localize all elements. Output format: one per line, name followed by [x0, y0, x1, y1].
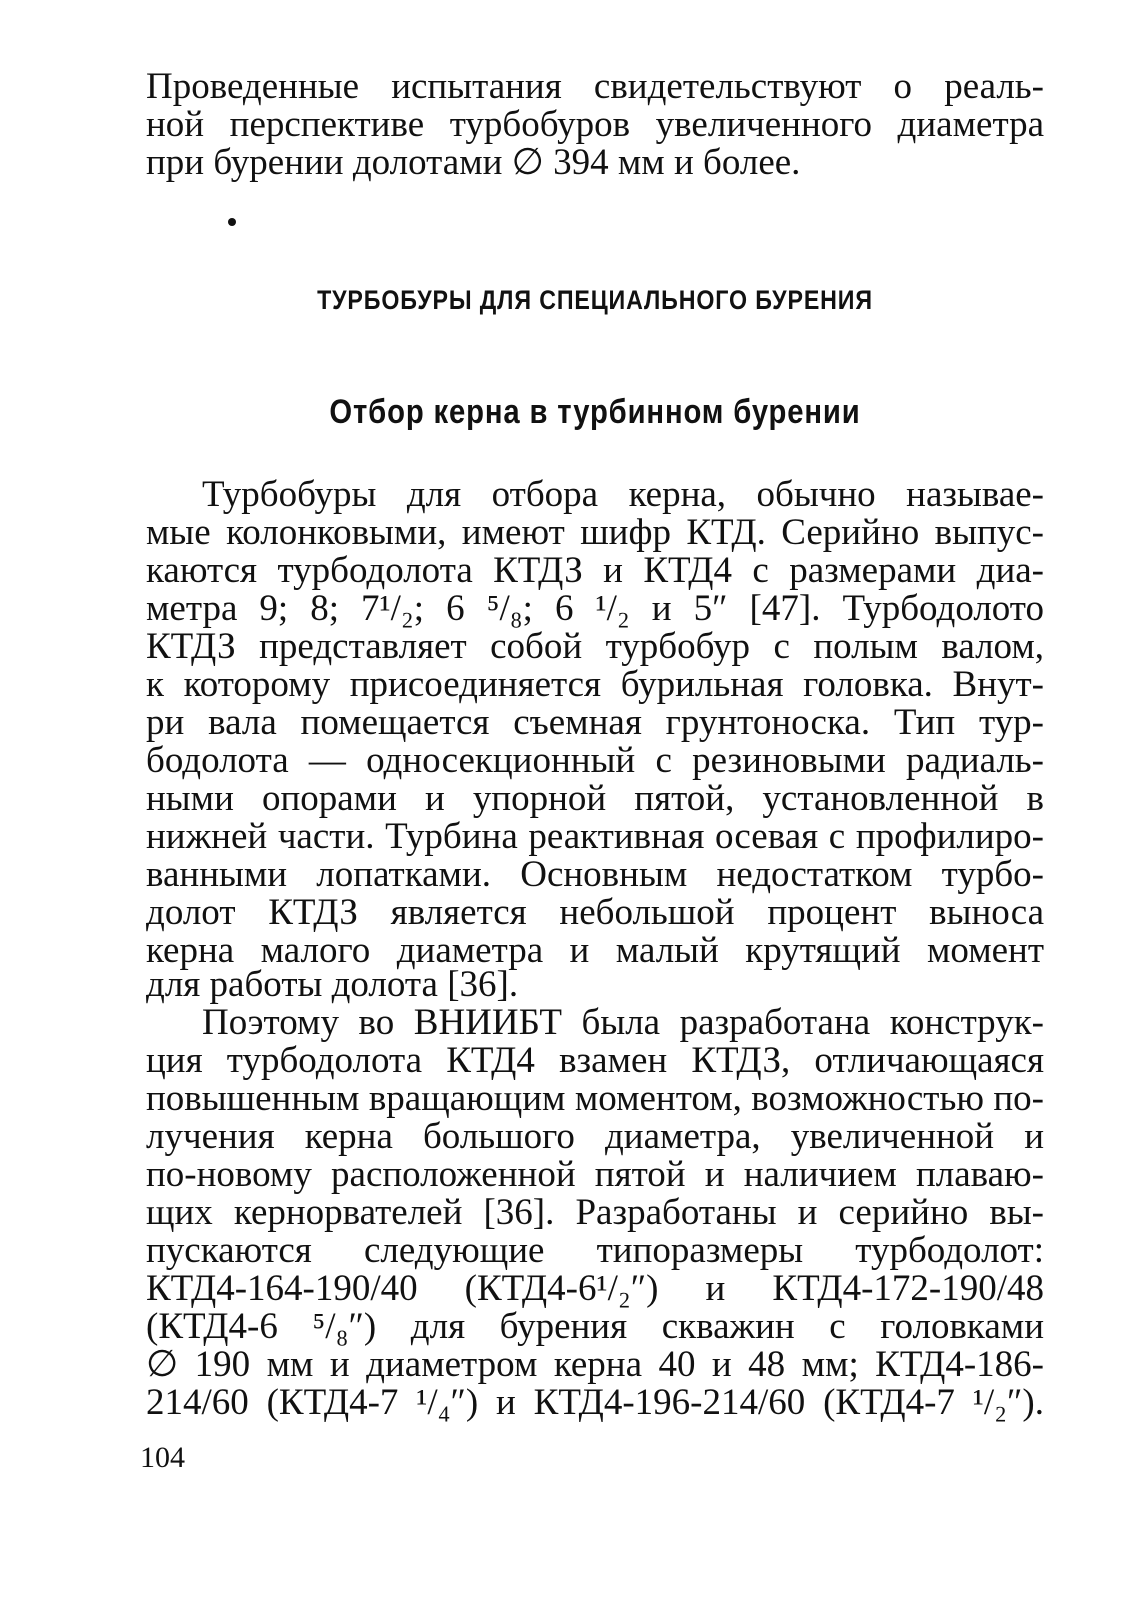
intro-line: Проведенные испытания свидетельствуют о реаль-: [146, 68, 1044, 106]
paragraph2-line: ∅ 190 мм и диаметром керна 40 и 48 мм; КТД4-186-: [146, 1346, 1044, 1384]
paragraph2-line: КТД4-164-190/40 (КТД4-6¹/₂″) и КТД4-172-190/48: [146, 1270, 1044, 1308]
paragraph1-line: ванными лопатками. Основным недостатком турбо-: [146, 856, 1044, 894]
paragraph1-line: долот КТДЗ является небольшой процент выноса: [146, 894, 1044, 932]
page-number: 104: [140, 1441, 185, 1474]
paragraph2-line: по-новому расположенной пятой и наличием плаваю-: [146, 1156, 1044, 1194]
paragraph2-line: повышенным вращающим моментом, возможностью по-: [146, 1080, 1044, 1118]
subsection-title: Отбор керна в турбинном бурении: [329, 393, 861, 431]
paragraph1-line: Турбобуры для отбора керна, обычно называе-: [202, 476, 1044, 514]
paragraph2-line: Поэтому во ВНИИБТ была разработана конструк-: [202, 1004, 1044, 1042]
paragraph2-line: 214/60 (КТД4-7 ¹/₄″) и КТД4-196-214/60 (КТД4-7 ¹/₂″).: [146, 1384, 1044, 1422]
paragraph1-line: для работы долота [36].: [146, 966, 519, 1004]
paragraph2-line: лучения керна большого диаметра, увеличенной и: [146, 1118, 1044, 1156]
section-title: ТУРБОБУРЫ ДЛЯ СПЕЦИАЛЬНОГО БУРЕНИЯ: [317, 285, 873, 315]
intro-line: при бурении долотами ∅ 394 мм и более.: [146, 144, 801, 182]
paragraph1-line: КТДЗ представляет собой турбобур с полым валом,: [146, 628, 1044, 666]
paragraph2-line: пускаются следующие типоразмеры турбодолот:: [146, 1232, 1044, 1270]
intro-line: ной перспективе турбобуров увеличенного диаметра: [146, 106, 1044, 144]
paragraph2-line: (КТД4-6 ⁵/₈″) для бурения скважин с головками: [146, 1308, 1044, 1346]
paragraph1-line: бодолота — односекционный с резиновыми радиаль-: [146, 742, 1044, 780]
paragraph1-line: к которому присоединяется бурильная головка. Внут-: [146, 666, 1044, 704]
paragraph2-line: щих кернорвателей [36]. Разработаны и серийно вы-: [146, 1194, 1044, 1232]
paragraph1-line: ри вала помещается съемная грунтоноска. Тип тур-: [146, 704, 1044, 742]
print-speck: [228, 218, 236, 226]
paragraph1-line: нижней части. Турбина реактивная осевая с профилиро-: [146, 818, 1044, 856]
paragraph1-line: мые колонковыми, имеют шифр КТД. Серийно выпус-: [146, 514, 1044, 552]
paragraph1-line: метра 9; 8; 7¹/₂; 6 ⁵/₈; 6 ¹/₂ и 5″ [47]. Турбодолото: [146, 590, 1044, 628]
paragraph2-line: ция турбодолота КТД4 взамен КТДЗ, отличающаяся: [146, 1042, 1044, 1080]
paragraph1-line: керна малого диаметра и малый крутящий момент: [146, 932, 1044, 970]
paragraph1-line: ными опорами и упорной пятой, установленной в: [146, 780, 1044, 818]
paragraph1-line: каются турбодолота КТДЗ и КТД4 с размерами диа-: [146, 552, 1044, 590]
